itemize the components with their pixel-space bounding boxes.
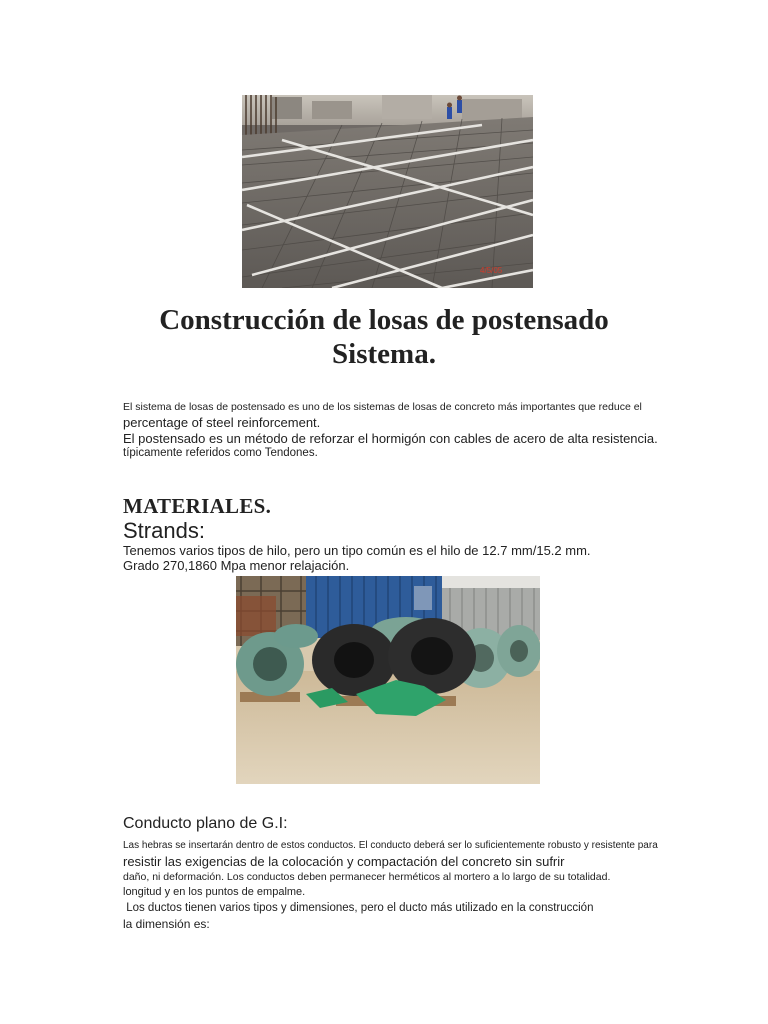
page-title-line1: Construcción de losas de postensado	[159, 304, 609, 336]
duct-text-line2: resistir las exigencias de la colocación y compactación del concreto sin sufrir	[123, 854, 565, 869]
materials-heading: MATERIALES.	[123, 494, 272, 518]
intro-text-line1: El sistema de losas de postensado es uno de los sistemas de losas de concreto más importantes que reduce el	[123, 401, 642, 413]
strands-text-line1: Tenemos varios tipos de hilo, pero un tipo común es el hilo de 12.7 mm/15.2 mm.	[123, 543, 591, 558]
duct-text-line5: Los ductos tienen varios tipos y dimensiones, pero el ducto más utilizado en la construcción	[123, 902, 594, 914]
strand-coils-photo	[236, 576, 540, 784]
svg-text:4/5/05: 4/5/05	[480, 266, 503, 275]
duct-text-line3: daño, ni deformación. Los conductos deben permanecer herméticos al mortero a lo largo de su totalidad.	[123, 871, 611, 883]
strands-subheading: Strands:	[123, 518, 205, 543]
duct-text-line1: Las hebras se insertarán dentro de estos conductos. El conducto deberá ser lo suficientemente robusto y resistente para	[123, 840, 658, 851]
intro-text-line2: percentage of steel reinforcement.	[123, 415, 321, 430]
slab-construction-photo	[242, 95, 533, 288]
intro-text-line3: El postensado es un método de reforzar el hormigón con cables de acero de alta resistencia.	[123, 431, 658, 446]
duct-text-line6: la dimensión es:	[123, 917, 210, 931]
duct-text-line4: longitud y en los puntos de empalme.	[123, 886, 306, 898]
intro-text-line4: típicamente referidos como Tendones.	[123, 447, 318, 459]
strands-text-line2: Grado 270,1860 Mpa menor relajación.	[123, 558, 350, 573]
page-title-line2: Sistema.	[332, 338, 436, 370]
duct-heading: Conducto plano de G.I:	[123, 815, 288, 832]
